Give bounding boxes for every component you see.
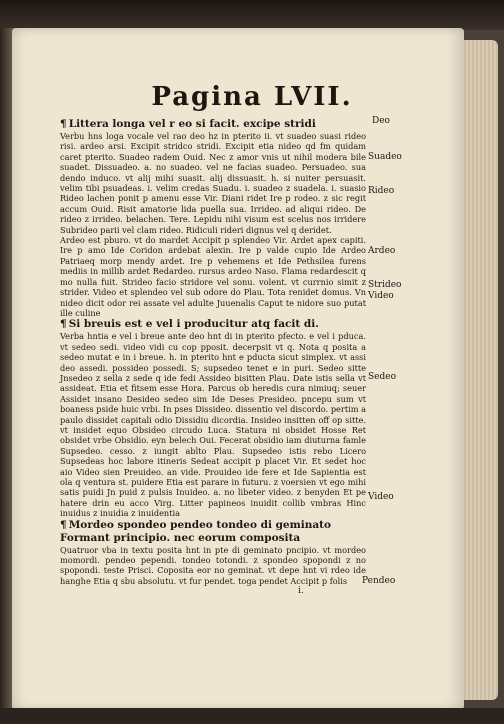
page-edges [462, 40, 498, 700]
section-heading: ¶ Mordeo spondeo pendeo tondeo di geminato [60, 518, 332, 531]
margin-note: Sedeo [368, 372, 396, 382]
section-subheading: Formant principio. nec eorum composita [60, 531, 301, 544]
margin-note: Video [368, 291, 394, 301]
margin-note: Ardeo [368, 246, 396, 256]
background-band [0, 708, 504, 724]
margin-note: Suadeo [368, 152, 402, 162]
main-text-block [60, 118, 366, 586]
margin-note: Video [368, 492, 394, 502]
body-paragraph: Quatruor vba in textu posita hnt in pte di geminato pncipio. vt mordeo momordi. pendeo pependi. tondeo totondi. z spondeo spopondi z no spopondi. teste Prisci. Coposita eor no geminat. vt depe hnt vi rdeo ide hanghe Etia q sbu absolutu. vt fur pendet. toga pendet Accipit p folis [60, 544, 366, 586]
body-paragraph: Ardeo est pburo. vt do mardet Accipit p splendeo Vir. Ardet apex capiti. Ire p amo Ide Coridon ardebat alexin. Ire p valde cupio Ide Ardeo Patriaeq morp mendy ardet. Ire p vehemens et Ide Pethsilea furens mediis in millib ardet Redardeo. rursus ardeo Naso. Flama redardescit q mo nulla fuit. Strideo facio stridore vel sonu. volent. vt currnio simit z strider. Video et splendeo vel sub odore do Plau. Tota renidet domus. Vn nideo dicit odor rei assate vel adulte Juuenalis Caput te nidore suo putat ille culine [60, 235, 366, 318]
section-heading: ¶ Si breuis est e vel i producitur atq facit di. [60, 318, 319, 331]
signature-mark: i. [298, 586, 304, 596]
page-running-head: Pagina LVII. [151, 82, 353, 112]
margin-note: Pendeo [362, 576, 396, 586]
section-heading: ¶ Littera longa vel r eo si facit. excipe stridi [60, 118, 316, 130]
margin-note: Strideo [368, 280, 402, 290]
book-binding [0, 0, 504, 30]
margin-note: Deo [372, 116, 390, 126]
body-paragraph: Verbu hns loga vocale vel rao deo hz in pterito ii. vt suadeo suasi rideo risi. ardeo arsi. Excipit stridco stridi. Excipit etia nideo qd fm quidam caret pterito. Suadeo radem Ouid. Nec z amor vnis ut nihil modera bile suadet. Dissuadeo. a. no suadeo. vel ne facias suadeo. Persuadeo. sua dendo induco. vt alij mihi suasit. alij dissuasit. h. si nuiter persuasit. velim tibi psuadeas. i. velim credas Suadu. i. suadeo z suadela. i. suasio Rideo lachen ponit p amenu esse Vir. Diani ridet Ire p rodeo. z sic regit accum Ouid. Risit amatorie lida puella sua. Irrideo. ad aliqui rideo. De rideo z irrideo. belachen. Tere. Lepidu nihi visum est scelus nos irridere Subrideo parii vel clam rideo. Ridiculi rideri dignus vel q deridet. [60, 131, 366, 235]
body-paragraph: Verba hntia e vel i breue ante deo hnt di in pterito pfecto. e vel i pduca. vt sedeo sedi. video vidi cu cop pposit. decerpsit vt q. Nota q posita a sedeo mutat e in i breue. h. in pterito hnt e pducta sicut simplex. vt assi deo assedi. possideo possedi. S; supsedeo tenet e in puri. Sedeo sitte Jnsedeo z sella z sede q ide fedi Assideo bisitten Plau. Date istis sella vt assideat. Etia et fitsem esse Hora. Parcus ob heredis cura nimiuq; seuer Assidet insano Desideo sedeo sim Ide Deses Presideo. pncepu sum vt boaness pside huic vrbi. In pses Dissideo. dissentio vel discordo. pertim a paulo dissidet capitali odio Dissidiu dicordia. Insideo insitten off op sitte. vt insidet equo Obsideo circudo Luca. Statura ni obsidet Hosse Ret obsidet vrbe Obsidio. eyn belech Oui. Fecerat obsidio iam diuturna famle Supsedeo. cesso. z iungit ablto Plau. Supsedeo istis rebo Licero Supsedeas hoc labore itineris Sedeat accipit p placet Vir. Et sedet hoc aio Video sien Preuideo. an vide. Prouideo ide fere et Ide Sapientia est ola q ventura st. puidere Etia est parare in futuru. z voersien vt ego mihi satis puidi Jn puid z pulsis Inuideo. a. no libeter video. z benyden Et pe hatere drin eu acco Virg. Litter papineos inuidit collib vmbras Hinc inuidus z inuidia z inuidentia [60, 331, 366, 519]
margin-note: Rideo [368, 186, 395, 196]
pilcrow-icon: ¶ [60, 118, 67, 130]
pilcrow-icon: ¶ [60, 318, 67, 331]
pilcrow-icon: ¶ [60, 518, 67, 531]
